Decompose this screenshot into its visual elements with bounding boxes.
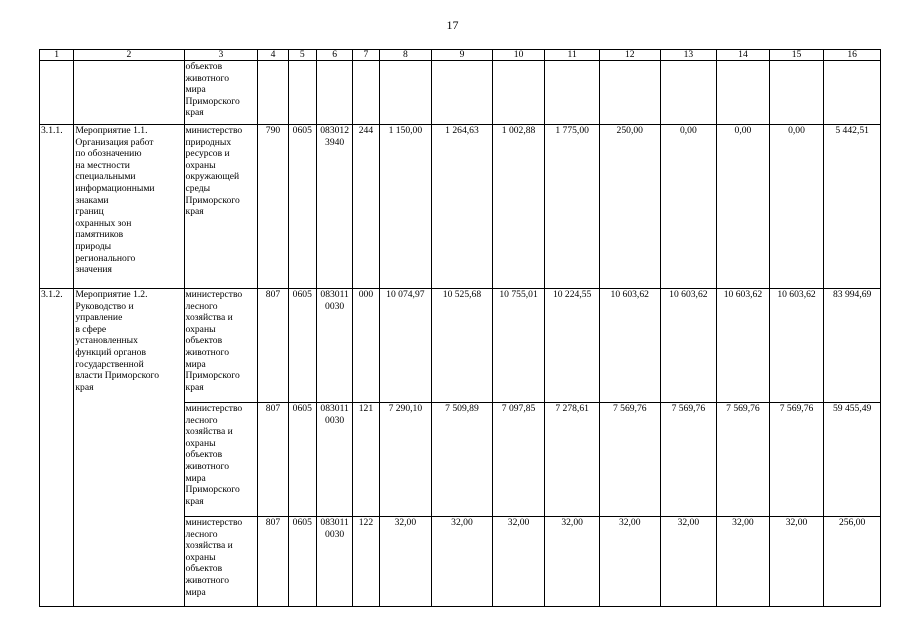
column-header: 1 (40, 50, 74, 61)
cell: 256,00 (824, 517, 881, 607)
cell: 32,00 (769, 517, 824, 607)
column-header: 15 (769, 50, 824, 61)
column-header: 16 (824, 50, 881, 61)
column-header: 14 (717, 50, 770, 61)
cell: 7 569,76 (599, 403, 660, 517)
cell: 0605 (288, 289, 316, 403)
cell: 1 002,88 (492, 125, 545, 289)
cell: 59 455,49 (824, 403, 881, 517)
cell: 122 (353, 517, 379, 607)
cell: 10 603,62 (599, 289, 660, 403)
cell: 244 (353, 125, 379, 289)
cell: 10 603,62 (717, 289, 770, 403)
cell: 10 603,62 (769, 289, 824, 403)
cell: 32,00 (379, 517, 432, 607)
cell: 32,00 (545, 517, 600, 607)
cell: 32,00 (492, 517, 545, 607)
cell: 10 074,97 (379, 289, 432, 403)
measure-name: Мероприятие 1.1. Организация работ по обозначению на местности специальными информационными знаками границ охранных зон памятников природы регионального значения (74, 125, 184, 289)
cell: 0,00 (717, 125, 770, 289)
column-header: 8 (379, 50, 432, 61)
cell: 7 509,89 (432, 403, 493, 517)
cell: 0,00 (660, 125, 717, 289)
cell: 32,00 (660, 517, 717, 607)
executor-cell: министерство лесного хозяйства и охраны объектов животного мира Приморского края (184, 289, 258, 403)
cell: 083011 0030 (316, 403, 352, 517)
column-header: 10 (492, 50, 545, 61)
cell: 5 442,51 (824, 125, 881, 289)
cell: 1 775,00 (545, 125, 600, 289)
cell: 083011 0030 (316, 289, 352, 403)
cell: 7 097,85 (492, 403, 545, 517)
cell: 7 569,76 (769, 403, 824, 517)
column-header: 2 (74, 50, 184, 61)
cell: 0605 (288, 403, 316, 517)
header-row (40, 50, 881, 61)
column-header: 13 (660, 50, 717, 61)
column-header: 11 (545, 50, 600, 61)
cell: 32,00 (599, 517, 660, 607)
cell: 1 264,63 (432, 125, 493, 289)
column-header: 5 (288, 50, 316, 61)
table-row (40, 125, 881, 289)
cell: 807 (258, 289, 288, 403)
cell: 0605 (288, 125, 316, 289)
cell: 250,00 (599, 125, 660, 289)
column-header: 3 (184, 50, 258, 61)
cell: 7 569,76 (660, 403, 717, 517)
row-code: 3.1.1. (40, 125, 74, 289)
cell: 10 755,01 (492, 289, 545, 403)
cell: 1 150,00 (379, 125, 432, 289)
cell: 10 525,68 (432, 289, 493, 403)
cell: 807 (258, 517, 288, 607)
executor-cell: министерство лесного хозяйства и охраны объектов животного мира Приморского края (184, 403, 258, 517)
cell: 10 603,62 (660, 289, 717, 403)
cell: 0605 (288, 517, 316, 607)
column-header: 7 (353, 50, 379, 61)
column-header: 4 (258, 50, 288, 61)
executor-cell: объектов животного мира Приморского края (184, 61, 258, 125)
page-number: 17 (446, 18, 459, 32)
cell: 32,00 (432, 517, 493, 607)
column-header: 6 (316, 50, 352, 61)
measure-name: Мероприятие 1.2. Руководство и управление в сфере установленных функций органов государственной власти Приморского края (74, 289, 184, 607)
cell: 10 224,55 (545, 289, 600, 403)
cell: 83 994,69 (824, 289, 881, 403)
cell: 083011 0030 (316, 517, 352, 607)
executor-cell: министерство лесного хозяйства и охраны объектов животного мира (184, 517, 258, 607)
cell: 000 (353, 289, 379, 403)
column-header: 9 (432, 50, 493, 61)
executor-cell: министерство природных ресурсов и охраны окружающей среды Приморского края (184, 125, 258, 289)
cell: 7 569,76 (717, 403, 770, 517)
cell: 807 (258, 403, 288, 517)
cell: 7 278,61 (545, 403, 600, 517)
budget-table (39, 49, 881, 607)
table-row (40, 289, 881, 403)
column-header: 12 (599, 50, 660, 61)
cell: 121 (353, 403, 379, 517)
cell: 7 290,10 (379, 403, 432, 517)
row-code: 3.1.2. (40, 289, 74, 607)
cell: 0,00 (769, 125, 824, 289)
cell: 083012 3940 (316, 125, 352, 289)
cell: 32,00 (717, 517, 770, 607)
table-row (40, 61, 881, 125)
cell: 790 (258, 125, 288, 289)
